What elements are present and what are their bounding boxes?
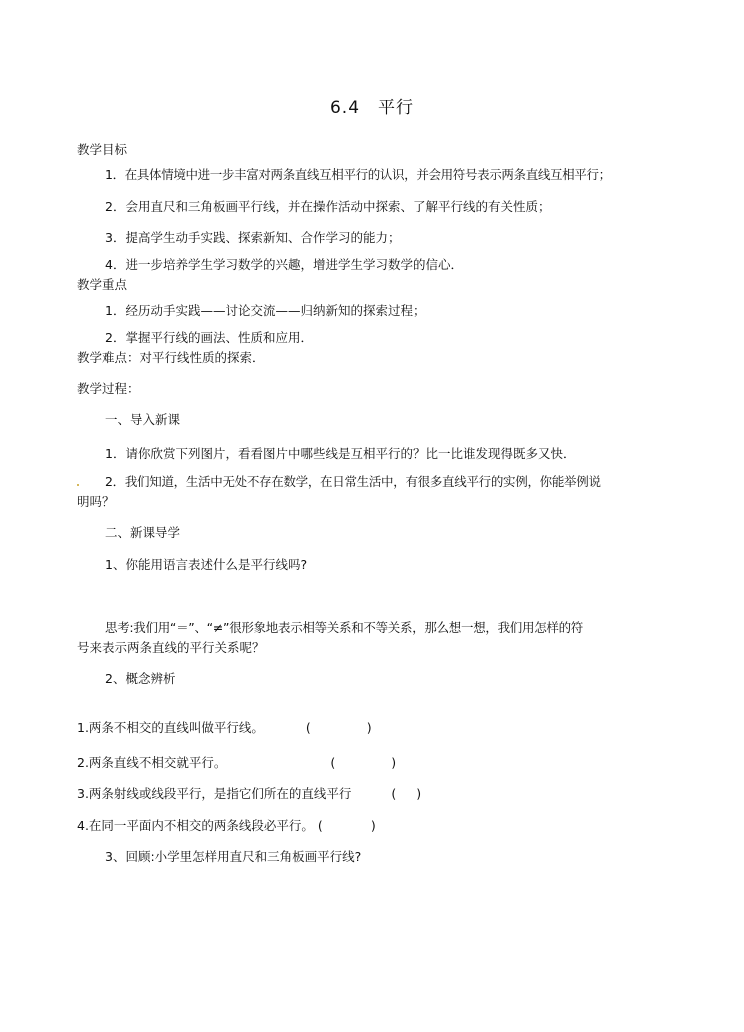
objective-1: 1．在具体情境中进一步丰富对两条直线互相平行的认识，并会用符号表示两条直线互相平行； [105, 167, 611, 182]
review-question: 3、回顾:小学里怎样用直尺和三角板画平行线? [105, 849, 362, 864]
statement-3-text: 3.两条射线或线段平行，是指它们所在的直线平行 [77, 786, 352, 801]
objectives-heading: 教学目标 [77, 142, 128, 157]
section1-item1: 1．请你欣赏下列图片，看看图片中哪些线是互相平行的？比一比谁发现得既多又快． [105, 446, 576, 461]
statement-2 [77, 755, 396, 771]
think-line1: 思考:我们用“＝”、“≠”很形象地表示相等关系和不等关系，那么想一想，我们用怎样的符 [105, 620, 583, 635]
objective-3: 3．提高学生动手实践、探索新知、合作学习的能力； [105, 230, 401, 245]
statement-1-text: 1.两条不相交的直线叫做平行线。 [77, 720, 264, 735]
statement-3 [77, 786, 421, 802]
process-heading: 教学过程： [77, 381, 140, 396]
section1-heading: 一、导入新课 [105, 412, 181, 427]
statement-4-text: 4.在同一平面内不相交的两条线段必平行。 [77, 818, 314, 833]
statement-1-answer-blank[interactable]: ( ) [305, 720, 372, 735]
objective-2: 2．会用直尺和三角板画平行线，并在操作活动中探索、了解平行线的有关性质； [105, 199, 551, 214]
key-points-heading: 教学重点 [77, 277, 128, 292]
objective-4: 4．进一步培养学生学习数学的兴趣，增进学生学习数学的信心． [105, 257, 463, 272]
key-point-1: 1．经历动手实践——讨论交流——归纳新知的探索过程； [105, 303, 426, 318]
key-point-2: 2．掌握平行线的画法、性质和应用． [105, 330, 313, 345]
statement-4 [77, 818, 376, 834]
page-title [0, 97, 744, 119]
question-1: 1、你能用语言表述什么是平行线吗? [105, 557, 308, 572]
statement-2-text: 2.两条直线不相交就平行。 [77, 755, 227, 770]
concept-heading: 2、概念辨析 [105, 671, 176, 686]
section1-item2-line1: 2．我们知道，生活中无处不存在数学，在日常生活中，有很多直线平行的实例，你能举例说 [105, 474, 601, 489]
decorative-dot [77, 484, 79, 486]
statement-4-answer-blank[interactable]: ( ) [317, 818, 376, 833]
section1-item2-line2: 明吗？ [77, 494, 115, 509]
section2-heading: 二、新课导学 [105, 525, 181, 540]
statement-1 [77, 720, 372, 736]
statement-2-answer-blank[interactable]: ( ) [330, 755, 397, 770]
title-text: 平行 [378, 98, 415, 118]
section-number: 6.4 [329, 98, 361, 118]
think-line2: 号来表示两条直线的平行关系呢？ [77, 640, 265, 655]
statement-3-answer-blank[interactable]: ( ) [391, 786, 422, 801]
difficulty: 教学难点：对平行线性质的探索． [77, 350, 265, 365]
